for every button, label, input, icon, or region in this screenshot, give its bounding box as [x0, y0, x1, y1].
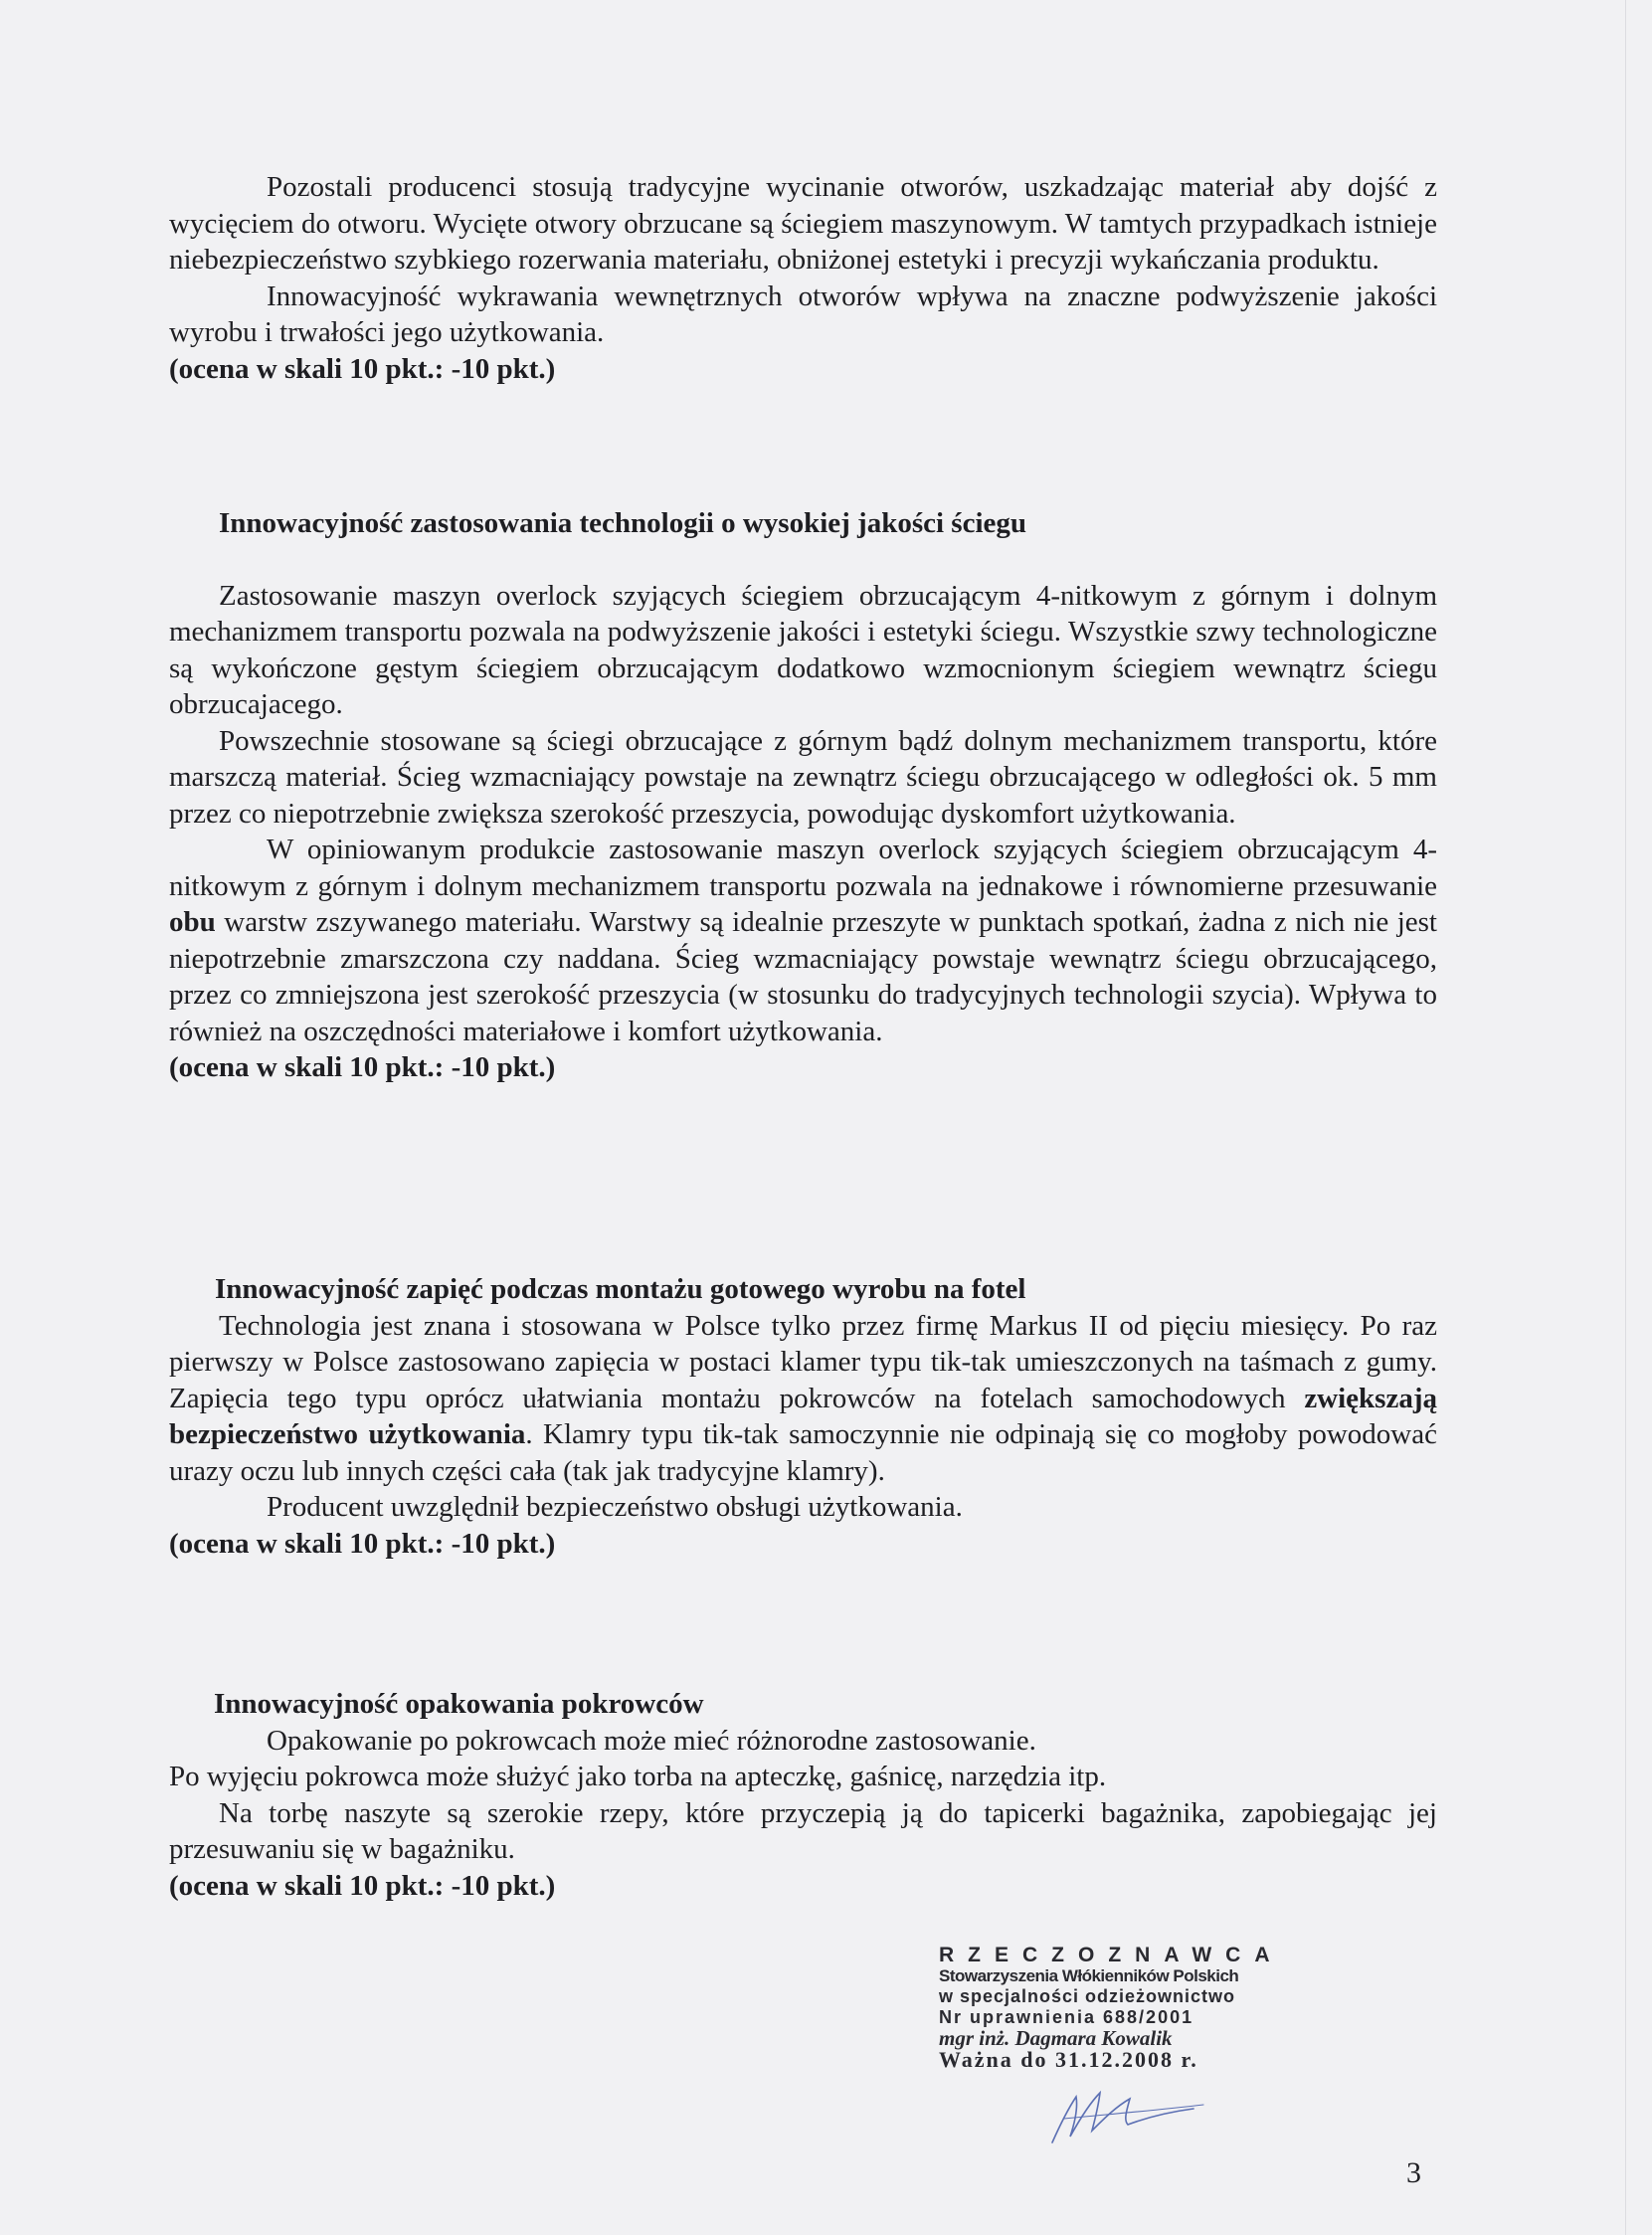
- paragraph: [169, 832, 1437, 1049]
- signature-image: [1034, 2079, 1233, 2148]
- section-intro: [169, 169, 1437, 387]
- section-packaging: [169, 1686, 1437, 1904]
- paragraph: Zastosowanie maszyn overlock szyjących ściegiem obrzucającym 4-nitkowym z górnym i dolnym mechanizmem transportu pozwala na podwyższenie jakości i estetyki ściegu. Wszystkie szwy technologiczne są wykończone gęstym ściegiem obrzucającym dodatkowo wzmocnionym ściegiem wewnątrz ściegu obrzucajacego.: [169, 579, 1437, 720]
- paragraph: Producent uwzględnił bezpieczeństwo obsługi użytkowania.: [267, 1491, 963, 1523]
- section-heading: Innowacyjność zapięć podczas montażu gotowego wyrobu na fotel: [215, 1273, 1026, 1305]
- paragraph: Po wyjęciu pokrowca może służyć jako torba na apteczkę, gaśnicę, narzędzia itp.: [169, 1761, 1107, 1792]
- page-number: 3: [1406, 2156, 1421, 2189]
- rating-text: (ocena w skali 10 pkt.: -10 pkt.): [169, 1051, 556, 1083]
- stamp-license-number: Nr uprawnienia 688/2001: [939, 2007, 1194, 2027]
- rating-text: (ocena w skali 10 pkt.: -10 pkt.): [169, 1869, 556, 1902]
- paragraph: [169, 1308, 1437, 1490]
- paragraph: Powszechnie stosowane są ściegi obrzucające z górnym bądź dolnym mechanizmem transportu, które marszczą materiał. Ścieg wzmacniający powstaje na zewnątrz ściegu obrzucającego w odległości ok. 5 mm przez co niepotrzebnie zwiększa szerokość przeszycia, powodując dyskomfort użytkowania.: [169, 724, 1437, 830]
- paragraph-text: W opiniowanym produkcie zastosowanie maszyn overlock szyjących ściegiem obrzucającym 4-nitkowym z górnym i dolnym mechanizmem transportu pozwala na jednakowe i równomierne przesuwanie: [169, 834, 1437, 902]
- bold-text: zwiększają bezpieczeństwo użytkowania: [169, 1382, 1437, 1450]
- section-stitch-quality: [169, 505, 1437, 1086]
- bold-text: obu: [169, 906, 216, 938]
- rating-text: (ocena w skali 10 pkt.: -10 pkt.): [169, 1527, 556, 1560]
- stamp-organization: Stowarzyszenia Włókienników Polskich: [939, 1966, 1239, 1985]
- stamp-validity: Ważna do 31.12.2008 r.: [939, 2047, 1198, 2072]
- section-clasps: [169, 1271, 1437, 1562]
- paragraph: Pozostali producenci stosują tradycyjne wycinanie otworów, uszkadzając materiał aby dojść z wycięciem do otworu. Wycięte otwory obrzucane są ściegiem maszynowym. W tamtych przypadkach istnieje niebezpieczeństwo szybkiego rozerwania materiału, obniżonej estetyki i precyzji wykańczania produktu.: [169, 171, 1437, 276]
- rating-text: (ocena w skali 10 pkt.: -10 pkt.): [169, 352, 556, 385]
- expert-stamp: [939, 1945, 1317, 2070]
- paragraph-text: . Klamry typu tik-tak samoczynnie nie odpinają się co mogłoby powodować urazy oczu lub innych części cała (tak jak tradycyjne klamry).: [169, 1418, 1437, 1487]
- section-heading: Innowacyjność zastosowania technologii o wysokiej jakości ściegu: [219, 507, 1027, 539]
- stamp-title: RZECZOZNAWCA: [939, 1944, 1284, 1966]
- stamp-name: mgr inż. Dagmara Kowalik: [939, 2026, 1173, 2050]
- paragraph-text: Technologia jest znana i stosowana w Polsce tylko przez firmę Markus II od pięciu miesięcy. Po raz pierwszy w Polsce zastosowano zapięcia w postaci klamer typu tik-tak umieszczonych na taśmach z gumy. Zapięcia tego typu oprócz ułatwiania montażu pokrowców na fotelach samochodowych: [169, 1309, 1437, 1414]
- paragraph: Na torbę naszyte są szerokie rzepy, które przyczepią ją do tapicerki bagażnika, zapobiegając jej przesuwaniu się w bagażniku.: [169, 1796, 1437, 1865]
- page-edge: [1625, 0, 1626, 2235]
- paragraph-text: warstw zszywanego materiału. Warstwy są idealnie przeszyte w punktach spotkań, żadna z nich nie jest niepotrzebnie zmarszczona czy naddana. Ścieg wzmacniający powstaje wewnątrz ściegu obrzucającego, przez co zmniejszona jest szerokość przeszycia (w stosunku do tradycyjnych technologii szycia). Wpływa to również na oszczędności materiałowe i komfort użytkowania.: [169, 906, 1437, 1047]
- paragraph: Opakowanie po pokrowcach może mieć różnorodne zastosowanie.: [267, 1724, 1036, 1757]
- stamp-specialty: w specjalności odzieżownictwo: [939, 1986, 1236, 2006]
- paragraph: Innowacyjność wykrawania wewnętrznych otworów wpływa na znaczne podwyższenie jakości wyrobu i trwałości jego użytkowania.: [169, 279, 1437, 348]
- section-heading: Innowacyjność opakowania pokrowców: [214, 1688, 704, 1720]
